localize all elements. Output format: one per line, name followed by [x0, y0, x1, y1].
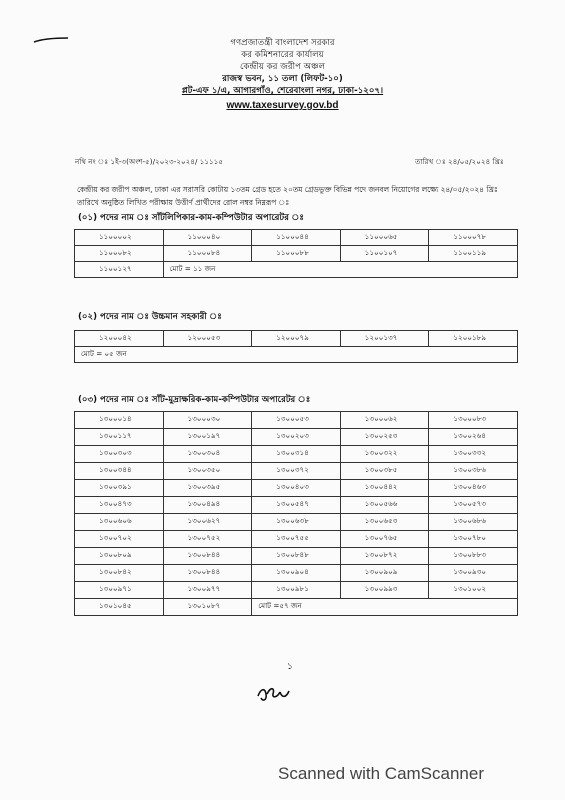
roll-cell: ১১০০০৬৫: [340, 230, 429, 246]
roll-cell: ১৩০০৭৫৫: [252, 531, 341, 548]
table-row: [75, 548, 518, 565]
roll-cell: ১৩০০৩৫০: [163, 463, 252, 480]
roll-cell: ১১০০০৪০: [163, 230, 252, 246]
page-number: ১: [287, 662, 293, 672]
roll-cell: ১৩০০০১৪: [75, 412, 164, 429]
zone-name: কেন্দ্রীয় কর জরীপ অঞ্চল: [240, 62, 325, 72]
roll-cell: ১৩০০৩৮৫: [340, 463, 429, 480]
roll-cell: ১১০০০০২: [75, 230, 164, 246]
roll-cell: ১৩০০২৫৩: [340, 429, 429, 446]
roll-cell: ১৩০০৬০৬: [75, 514, 164, 531]
roll-cell: ১৩০০৮৮৩: [429, 548, 518, 565]
roll-cell: ১৩০০৩৩২: [429, 446, 518, 463]
table-row: [75, 599, 518, 616]
post-title-1: (০১) পদের নাম ঃ সাঁটলিপিকার-কাম-কম্পিউটার অপারেটর ঃ: [78, 213, 304, 223]
roll-cell: ১৩০০৫৬৬: [340, 497, 429, 514]
roll-cell: ১৩০০৪৭৩: [75, 497, 164, 514]
table-row: [75, 331, 518, 347]
roll-cell: ১৩০০৭৮০: [429, 531, 518, 548]
roll-cell: ১২০০১৮৯: [429, 331, 518, 347]
table-row: [75, 514, 518, 531]
roll-cell: ১৩০০৫৪৭: [252, 497, 341, 514]
roll-cell: ১৩০০৯৭১: [75, 582, 164, 599]
roll-cell: ১৩০০৬৮৬: [429, 514, 518, 531]
roll-cell: ১১০০১২৭: [75, 262, 164, 278]
table-row: [75, 429, 518, 446]
roll-cell: ১১০০১১৯: [429, 246, 518, 262]
roll-cell: ১১০০০৮৪: [163, 246, 252, 262]
roll-cell: ১৩০০৯৭৭: [163, 582, 252, 599]
roll-cell: ১৩০০৩৯১: [75, 480, 164, 497]
roll-cell: ১৩০০৩২২: [340, 446, 429, 463]
memo-number: নথি নং ঃ ১ই-৩(অংশ-৫)/২০২৩-২০২৪/ ১১১১৫: [75, 157, 224, 166]
roll-cell: ১৩০০০৫৩: [252, 412, 341, 429]
roll-cell: ১৩০০২০৩: [252, 429, 341, 446]
roll-cell: ১৩০০৫৭৩: [429, 497, 518, 514]
roll-cell: ১৩০০৯৩০: [429, 565, 518, 582]
roll-cell: ১২০০০৫৩: [163, 331, 252, 347]
roll-cell: ১৩০০৮০৯: [75, 548, 164, 565]
roll-cell: ১৩০০৩৮৬: [429, 463, 518, 480]
post-title-3: (০৩) পদের নাম ঃ সাঁট-মুদ্রাক্ষরিক-কাম-কম্পিউটার অপারেটর ঃ: [78, 395, 311, 405]
roll-cell: ১৩০০১৯৭: [163, 429, 252, 446]
roll-table-1: [74, 229, 518, 278]
letterhead: [0, 37, 565, 112]
post-title-2: (০২) পদের নাম ঃ উচ্চমান সহকারী ঃ: [78, 312, 222, 322]
roll-cell: ১৩০০৭০২: [75, 531, 164, 548]
roll-cell: ১৩০০৯০৯: [340, 565, 429, 582]
table-row: [75, 582, 518, 599]
roll-cell: ১৩০০৬৩৮: [252, 514, 341, 531]
table-row: [75, 446, 518, 463]
roll-cell: ১৩০০০৬২: [340, 412, 429, 429]
table-row: [75, 347, 518, 363]
roll-cell: ১৩০০৮৪২: [75, 565, 164, 582]
roll-cell: ১৩০০১১৭: [75, 429, 164, 446]
roll-cell: ১৩০০৩৯৫: [163, 480, 252, 497]
roll-cell: ১৩০০৮৪৮: [252, 548, 341, 565]
roll-cell: ১৩০০৬২৭: [163, 514, 252, 531]
roll-table-3: [74, 411, 518, 616]
roll-cell: ১৩০০৭৬৫: [340, 531, 429, 548]
office-name: কর কমিশনারের কার্যালয়: [241, 50, 324, 60]
roll-cell: ১১০০০৮২: [75, 246, 164, 262]
roll-cell: ১২০০০৭৯: [252, 331, 341, 347]
roll-cell: ১১০০১০৭: [340, 246, 429, 262]
table-row: [75, 412, 518, 429]
govt-name: গণপ্রজাতন্ত্রী বাংলাদেশ সরকার: [230, 38, 335, 48]
table-row: [75, 246, 518, 262]
total-cell: মোট = ০৫ জন: [75, 347, 518, 363]
table-row: [75, 230, 518, 246]
roll-cell: ১২০০০৪২: [75, 331, 164, 347]
table-row: [75, 480, 518, 497]
roll-cell: ১১০০০৪৪: [252, 230, 341, 246]
roll-cell: ১৩০০৩১৪: [252, 446, 341, 463]
watermark-text: Scanned with CamScanner: [278, 764, 485, 783]
roll-cell: ১৩০০৪০৩: [252, 480, 341, 497]
roll-cell: ১১০০০৮৮: [252, 246, 341, 262]
roll-cell: ১৩০০৩০৩: [75, 446, 164, 463]
roll-table-2: [74, 330, 518, 363]
table-row: [75, 497, 518, 514]
memo-date: তারিখ ঃ ২৪/০৫/২০২৪ খ্রিঃ: [415, 157, 504, 166]
roll-cell: ১১০০০৭৮: [429, 230, 518, 246]
roll-cell: ১৩০০৯৮১: [252, 582, 341, 599]
roll-cell: ১২০০১৩৭: [340, 331, 429, 347]
roll-cell: ১৩০১০০২: [429, 582, 518, 599]
roll-cell: ১৩০০৬৫৩: [340, 514, 429, 531]
roll-cell: ১৩০১০৪৫: [75, 599, 164, 616]
roll-cell: ১৩০০৮৭২: [340, 548, 429, 565]
table-row: [75, 531, 518, 548]
roll-cell: ১৩০০০৩০: [163, 412, 252, 429]
address: প্লট-এফ ১/এ, আগারগাঁও, শেরেবাংলা নগর, ঢাকা-১২০৭।: [181, 86, 384, 96]
roll-cell: ১৩০০৭৫২: [163, 531, 252, 548]
table-row: [75, 262, 518, 278]
roll-cell: ১৩০১০৮৭: [163, 599, 252, 616]
total-cell: মোট = ১১ জন: [163, 262, 517, 278]
roll-cell: ১৩০০৪৪২: [340, 480, 429, 497]
table-row: [75, 565, 518, 582]
roll-cell: ১৩০০৩০৪: [163, 446, 252, 463]
roll-cell: ১৩০০৩৭২: [252, 463, 341, 480]
building-name: রাজস্ব ভবন, ১১ তলা (লিফট-১০): [222, 74, 343, 84]
roll-cell: ১৩০০৩৪৪: [75, 463, 164, 480]
website-link[interactable]: www.taxesurvey.gov.bd: [226, 100, 339, 111]
roll-cell: ১৩০০২৬৪: [429, 429, 518, 446]
total-cell: মোট =৫৭ জন: [252, 599, 518, 616]
roll-cell: ১৩০০৮৪৪: [163, 565, 252, 582]
signature: [255, 682, 295, 706]
table-row: [75, 463, 518, 480]
roll-cell: ১৩০০০৮৩: [429, 412, 518, 429]
intro-paragraph: কেন্দ্রীয় কর জরীপ অঞ্চল, ঢাকা এর সরাসরি কোটায় ১৩তম গ্রেড হতে ২০তম গ্রেডভুক্ত বিভিন্ন পদে জনবল নিয়োগের লক্ষ্যে ২৪/০৫/২০২৪ খ্রিঃ তারিখে অনুষ্ঠিত লিখিত পরীক্ষায় উত্তীর্ণ প্রার্থীদের রোল নম্বর নিম্নরূপ ঃ: [77, 185, 498, 207]
roll-cell: ১৩০০৮৪৪: [163, 548, 252, 565]
roll-cell: ১৩০০৯০৪: [252, 565, 341, 582]
roll-cell: ১৩০০৪৬৩: [429, 480, 518, 497]
roll-cell: ১৩০০৯৯৩: [340, 582, 429, 599]
roll-cell: ১৩০০৪৯৪: [163, 497, 252, 514]
